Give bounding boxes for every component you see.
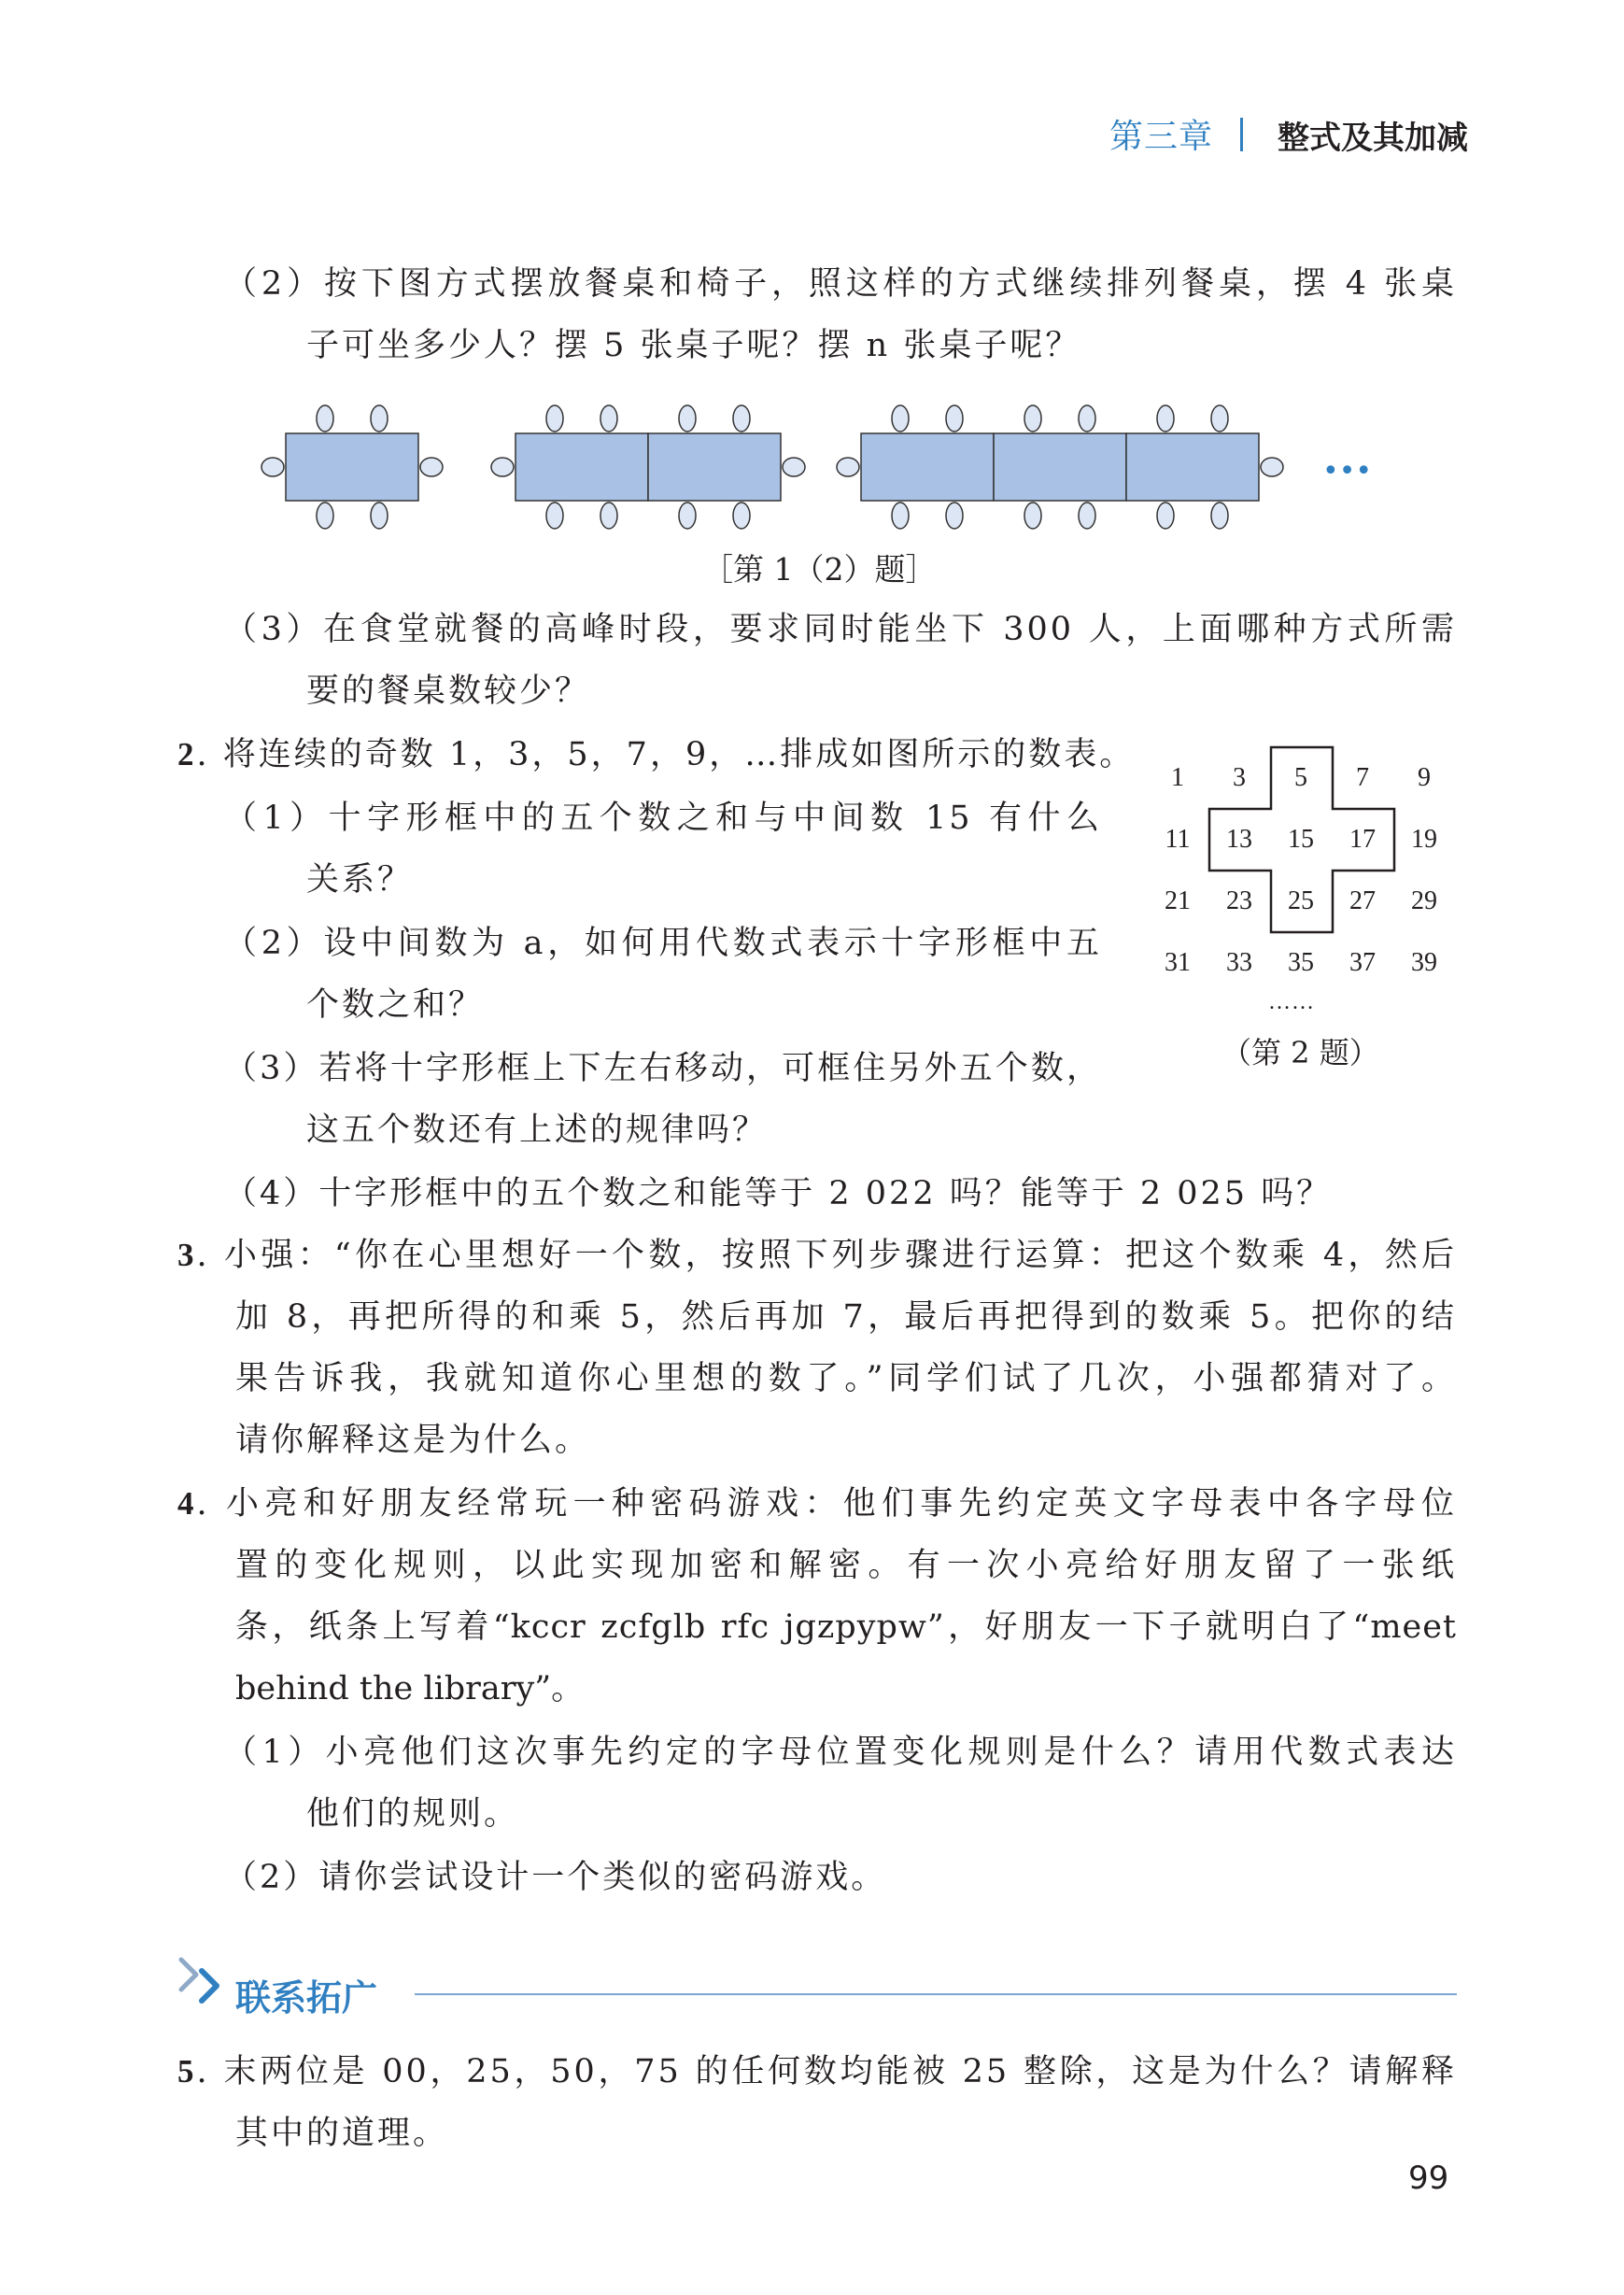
dining-table <box>648 433 781 501</box>
chair-icon <box>892 503 909 529</box>
grid-number: 17 <box>1349 825 1376 854</box>
chair-icon <box>317 503 333 529</box>
dining-table <box>994 433 1126 501</box>
q2-part1-line1: （1）十字形框中的五个数之和与中间数 15 有什么 <box>224 800 1102 837</box>
grid-number: 39 <box>1411 948 1437 977</box>
grid-number: 11 <box>1165 825 1191 854</box>
q3-line1-text: . 小强：“你在心里想好一个数，按照下列步骤进行运算：把这个数乘 4，然后 <box>196 1237 1457 1274</box>
q4-line3: 条，纸条上写着“kccr zcfglb rfc jgzpypw”，好朋友一下子就明白了“meet <box>235 1608 1457 1646</box>
q1-part3-line1: （3）在食堂就餐的高峰时段，要求同时能坐下 300 人，上面哪种方式所需 <box>224 611 1457 648</box>
figure-ellipsis: ••• <box>1322 455 1373 488</box>
q5-line2: 其中的道理。 <box>235 2115 449 2152</box>
q4-line1-text: . 小亮和好朋友经常玩一种密码游戏：他们事先约定英文字母表中各字母位 <box>196 1485 1457 1523</box>
q3-line4: 请你解释这是为什么。 <box>235 1422 591 1459</box>
chair-icon <box>1261 458 1283 476</box>
q5-line1-text: . 末两位是 00，25，50，75 的任何数均能被 25 整除，这是为什么？请解释 <box>196 2053 1457 2090</box>
chair-icon <box>261 458 284 476</box>
grid-number: 35 <box>1288 948 1314 977</box>
section-chevron-icon <box>176 1954 232 2010</box>
q2-part4-line1: （4）十字形框中的五个数之和能等于 2 022 吗？能等于 2 025 吗？ <box>224 1175 1333 1212</box>
table-arrangement-figure <box>252 400 1410 540</box>
section-title: 联系拓广 <box>235 1977 378 2019</box>
grid-number: 9 <box>1418 763 1431 792</box>
q2-part2-line2: 个数之和？ <box>306 986 485 1024</box>
grid-number: 37 <box>1349 948 1376 977</box>
chair-icon <box>600 503 617 529</box>
chair-icon <box>420 458 443 476</box>
grid-number: 1 <box>1171 763 1184 792</box>
chair-icon <box>733 503 750 529</box>
grid-number: 29 <box>1411 886 1437 915</box>
chapter-title: 整式及其加减 <box>1278 120 1468 157</box>
q5-line1 <box>177 2049 1457 2094</box>
q4-line4: behind the library”。 <box>235 1670 585 1707</box>
q5-number: 5 <box>177 2053 197 2090</box>
grid-number: 13 <box>1226 825 1252 854</box>
grid-number: 31 <box>1165 948 1191 977</box>
grid-number: 7 <box>1356 763 1369 792</box>
chair-icon <box>1024 405 1041 432</box>
q1-part2-line2: 子可坐多少人？摆 5 张桌子呢？摆 n 张桌子呢？ <box>306 327 1081 364</box>
q3-line1 <box>177 1233 1457 1278</box>
dining-table <box>515 433 648 501</box>
q1-part2-line1: （2）按下图方式摆放餐桌和椅子，照这样的方式继续排列餐桌，摆 4 张桌 <box>224 265 1457 303</box>
dining-table <box>861 433 994 501</box>
grid-number: 33 <box>1226 948 1252 977</box>
chair-icon <box>546 405 563 432</box>
chair-icon <box>600 405 617 432</box>
page-number: 99 <box>1408 2160 1449 2197</box>
chair-icon <box>946 503 963 529</box>
grid-ellipsis: …… <box>1268 990 1315 1014</box>
q4-number: 4 <box>177 1485 197 1522</box>
chair-icon <box>1024 503 1041 529</box>
q4-part1-line2: 他们的规则。 <box>306 1795 520 1833</box>
dining-table <box>1126 433 1259 501</box>
chair-icon <box>679 503 696 529</box>
q3-line2: 加 8，再把所得的和乘 5，然后再加 7，最后再把得到的数乘 5。把你的结 <box>235 1298 1457 1336</box>
grid-number: 27 <box>1349 886 1376 915</box>
chair-icon <box>1079 405 1095 432</box>
q1-part3-line2: 要的餐桌数较少？ <box>306 673 591 710</box>
chair-icon <box>946 405 963 432</box>
chair-icon <box>783 458 805 476</box>
chair-icon <box>491 458 514 476</box>
chair-icon <box>892 405 909 432</box>
grid-number: 21 <box>1165 886 1191 915</box>
header-divider <box>1240 118 1243 151</box>
q4-part2-line1: （2）请你尝试设计一个类似的密码游戏。 <box>224 1859 887 1896</box>
q2-part3-line1: （3）若将十字形框上下左右移动，可框住另外五个数， <box>224 1050 1102 1087</box>
chair-icon <box>1157 405 1174 432</box>
q2-stem-text: . 将连续的奇数 1，3，5，7，9，…排成如图所示的数表。 <box>196 736 1136 773</box>
q3-number: 3 <box>177 1237 197 1273</box>
odd-number-table <box>1147 744 1470 1080</box>
grid-number: 25 <box>1288 886 1314 915</box>
q3-line3: 果告诉我，我就知道你心里想的数了。”同学们试了几次，小强都猜对了。 <box>235 1360 1457 1397</box>
chair-icon <box>371 405 388 432</box>
section-rule <box>415 1993 1457 1995</box>
chair-icon <box>1157 503 1174 529</box>
q2-part2-line1: （2）设中间数为 a，如何用代数式表示十字形框中五 <box>224 925 1102 962</box>
grid-number: 3 <box>1233 763 1246 792</box>
chair-icon <box>1211 405 1228 432</box>
chair-icon <box>371 503 388 529</box>
chair-icon <box>733 405 750 432</box>
q2-figure-caption: （第 2 题） <box>1222 1035 1379 1070</box>
grid-number: 5 <box>1294 763 1307 792</box>
chair-icon <box>679 405 696 432</box>
chair-icon <box>546 503 563 529</box>
chair-icon <box>1211 503 1228 529</box>
dining-table <box>286 433 418 501</box>
chair-icon <box>837 458 859 476</box>
q2-part3-line2: 这五个数还有上述的规律吗？ <box>306 1112 769 1149</box>
q2-stem <box>177 732 1135 777</box>
q1-figure-caption: ［第 1（2）题］ <box>702 551 937 588</box>
q2-part1-line2: 关系？ <box>306 861 414 899</box>
q4-line1 <box>177 1481 1457 1526</box>
chair-icon <box>317 405 333 432</box>
grid-number: 19 <box>1411 825 1437 854</box>
q4-part1-line1: （1）小亮他们这次事先约定的字母位置变化规则是什么？请用代数式表达 <box>224 1734 1457 1771</box>
q4-line2: 置的变化规则，以此实现加密和解密。有一次小亮给好朋友留了一张纸 <box>235 1547 1457 1584</box>
grid-number: 15 <box>1288 825 1314 854</box>
grid-number: 23 <box>1226 886 1252 915</box>
chapter-label: 第三章 <box>1109 118 1214 156</box>
q2-number: 2 <box>177 736 197 772</box>
chair-icon <box>1079 503 1095 529</box>
